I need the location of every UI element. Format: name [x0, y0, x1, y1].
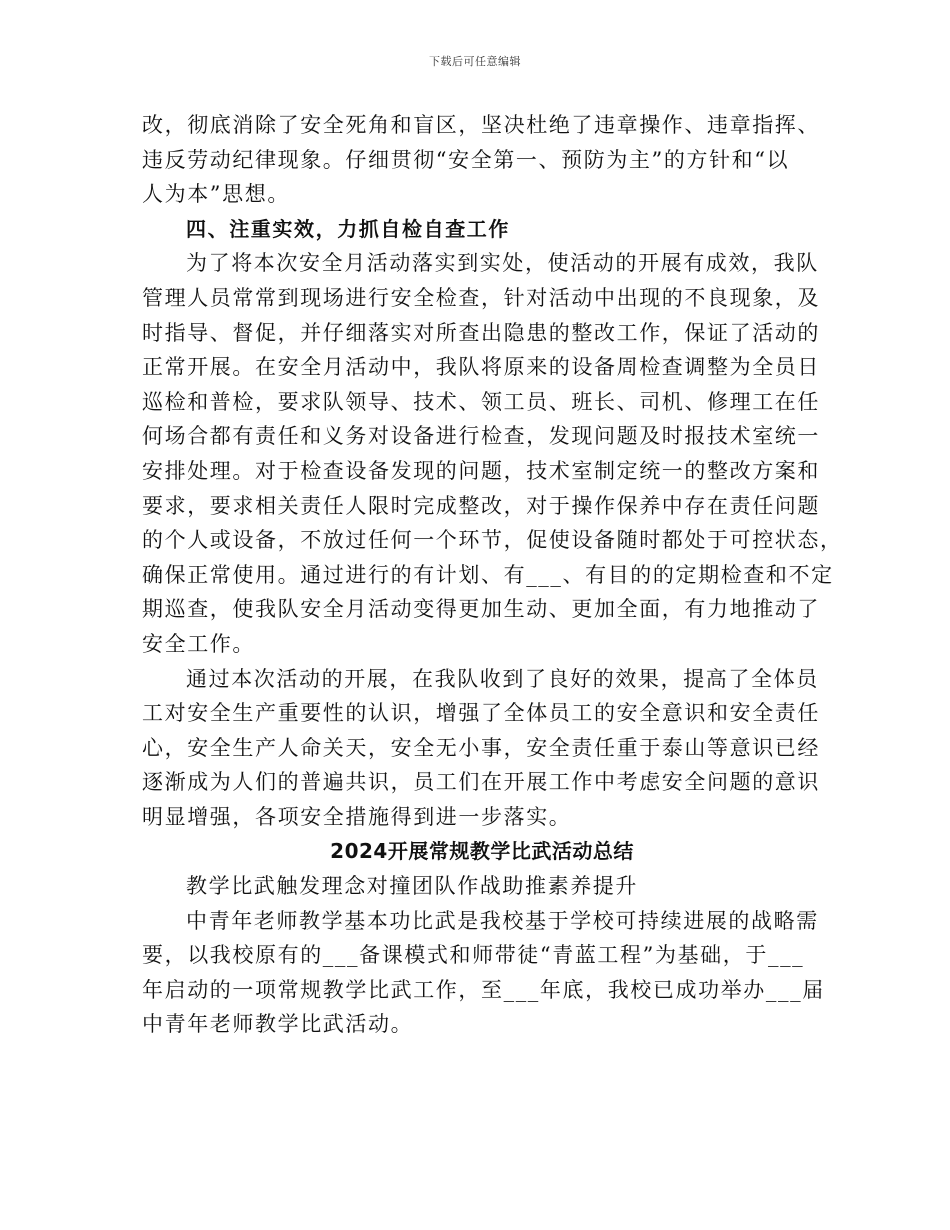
- paragraph-line: 时指导、督促，并仔细落实对所查出隐患的整改工作，保证了活动的: [142, 320, 820, 345]
- paragraph-line: 正常开展。在安全月活动中，我队将原来的设备周检查调整为全员日: [142, 355, 820, 380]
- paragraph-line: 巡检和普检，要求队领导、技术、领工员、班长、司机、修理工在任: [142, 389, 820, 414]
- paragraph-line: 中青年老师教学比武活动。: [142, 1012, 414, 1037]
- paragraph-line: 的个人或设备，不放过任何一个环节，促使设备随时都处于可控状态，: [142, 528, 843, 553]
- section-heading: 四、注重实效，力抓自检自查工作: [186, 216, 510, 241]
- paragraph-line: 何场合都有责任和义务对设备进行检查，发现问题及时报技术室统一: [142, 424, 820, 449]
- paragraph-line: 要求，要求相关责任人限时完成整改，对于操作保养中存在责任问题: [142, 493, 820, 518]
- paragraph-line: 通过本次活动的开展，在我队收到了良好的效果，提高了全体员: [186, 666, 819, 691]
- paragraph-line: 年启动的一项常规教学比武工作，至___年底，我校已成功举办___届: [142, 977, 825, 1002]
- paragraph-line: 中青年老师教学基本功比武是我校基于学校可持续进展的战略需: [186, 908, 819, 933]
- paragraph-line: 工对安全生产重要性的认识，增强了全体员工的安全意识和安全责任: [142, 701, 820, 726]
- paragraph-line: 改，彻底消除了安全死角和盲区，坚决杜绝了违章操作、违章指挥、: [142, 113, 820, 137]
- document-body: [142, 108, 843, 1042]
- paragraph-line: 确保正常使用。通过进行的有计划、有___、有目的的定期检查和不定: [142, 562, 834, 587]
- paragraph-line: 为了将本次安全月活动落实到实处，使活动的开展有成效，我队: [186, 251, 819, 276]
- paragraph-line: 逐渐成为人们的普遍共识，员工们在开展工作中考虑安全问题的意识: [142, 770, 820, 795]
- page-header-note: 下载后可任意编辑: [429, 55, 521, 68]
- paragraph-line: 期巡查，使我队安全月活动变得更加生动、更加全面，有力地推动了: [142, 597, 820, 622]
- paragraph-line: 心，安全生产人命关天，安全无小事，安全责任重于泰山等意识已经: [142, 735, 820, 760]
- paragraph-line: 安全工作。: [142, 631, 255, 656]
- paragraph-line: 明显增强，各项安全措施得到进一步落实。: [142, 804, 572, 829]
- subtitle-line: 教学比武触发理念对撞团队作战助推素养提升: [186, 874, 638, 899]
- paragraph-line: 安排处理。对于检查设备发现的问题，技术室制定统一的整改方案和: [142, 458, 820, 483]
- paragraph-line: 人为本”思想。: [142, 182, 290, 207]
- document-title: 2024开展常规教学比武活动总结: [330, 839, 634, 864]
- paragraph-line: 管理人员常常到现场进行安全检查，针对活动中出现的不良现象，及: [142, 285, 820, 310]
- paragraph-line: 违反劳动纪律现象。仔细贯彻“安全第一、预防为主”的方针和“以: [142, 147, 790, 172]
- paragraph-line: 要，以我校原有的___备课模式和师带徒“青蓝工程”为基础，于___: [142, 943, 805, 968]
